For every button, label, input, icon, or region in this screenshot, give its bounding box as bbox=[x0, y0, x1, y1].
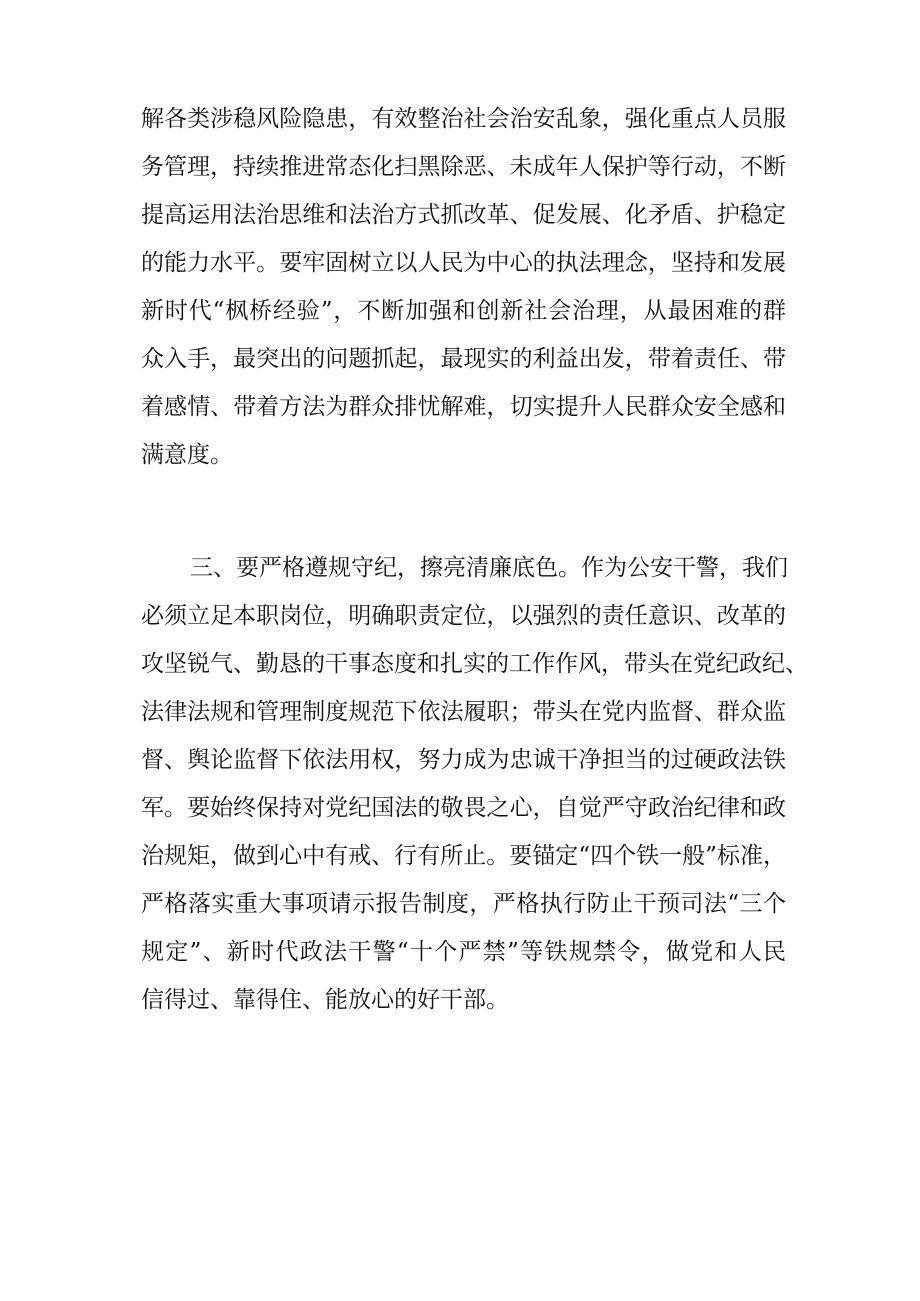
text-line: 督、舆论监督下依法用权，努力成为忠诚干净担当的过硬政法铁 bbox=[141, 747, 786, 773]
text-line: 治规矩，做到心中有戒、行有所止。要锚定“四个铁一般”标准， bbox=[141, 843, 786, 869]
text-line: 务管理，持续推进常态化扫黑除恶、未成年人保护等行动，不断 bbox=[141, 154, 786, 180]
text-line: 的能力水平。要牢固树立以人民为中心的执法理念，坚持和发展 bbox=[141, 250, 786, 276]
text-line: 新时代“枫桥经验”，不断加强和创新社会治理，从最困难的群 bbox=[141, 298, 786, 324]
text-line: 规定”、新时代政法干警“十个严禁”等铁规禁令，做党和人民 bbox=[141, 939, 786, 965]
text-line: 信得过、靠得住、能放心的好干部。 bbox=[141, 987, 509, 1013]
text-line: 着感情、带着方法为群众排忧解难，切实提升人民群众安全感和 bbox=[141, 394, 786, 420]
text-line: 法律法规和管理制度规范下依法履职；带头在党内监督、群众监 bbox=[141, 699, 786, 725]
text-line: 众入手，最突出的问题抓起，最现实的利益出发，带着责任、带 bbox=[141, 346, 786, 372]
text-line: 必须立足本职岗位，明确职责定位，以强烈的责任意识、改革的 bbox=[141, 603, 786, 629]
text-line: 攻坚锐气、勤恳的干事态度和扎实的工作作风，带头在党纪政纪、 bbox=[141, 651, 808, 677]
text-line: 满意度。 bbox=[141, 442, 233, 468]
text-line: 军。要始终保持对党纪国法的敬畏之心，自觉严守政治纪律和政 bbox=[141, 795, 786, 821]
text-line: 三、要严格遵规守纪，擦亮清廉底色。作为公安干警，我们 bbox=[190, 555, 788, 581]
text-line: 解各类涉稳风险隐患，有效整治社会治安乱象，强化重点人员服 bbox=[141, 106, 786, 132]
text-line: 提高运用法治思维和法治方式抓改革、促发展、化矛盾、护稳定 bbox=[141, 202, 786, 228]
text-line: 严格落实重大事项请示报告制度，严格执行防止干预司法“三个 bbox=[141, 891, 786, 917]
